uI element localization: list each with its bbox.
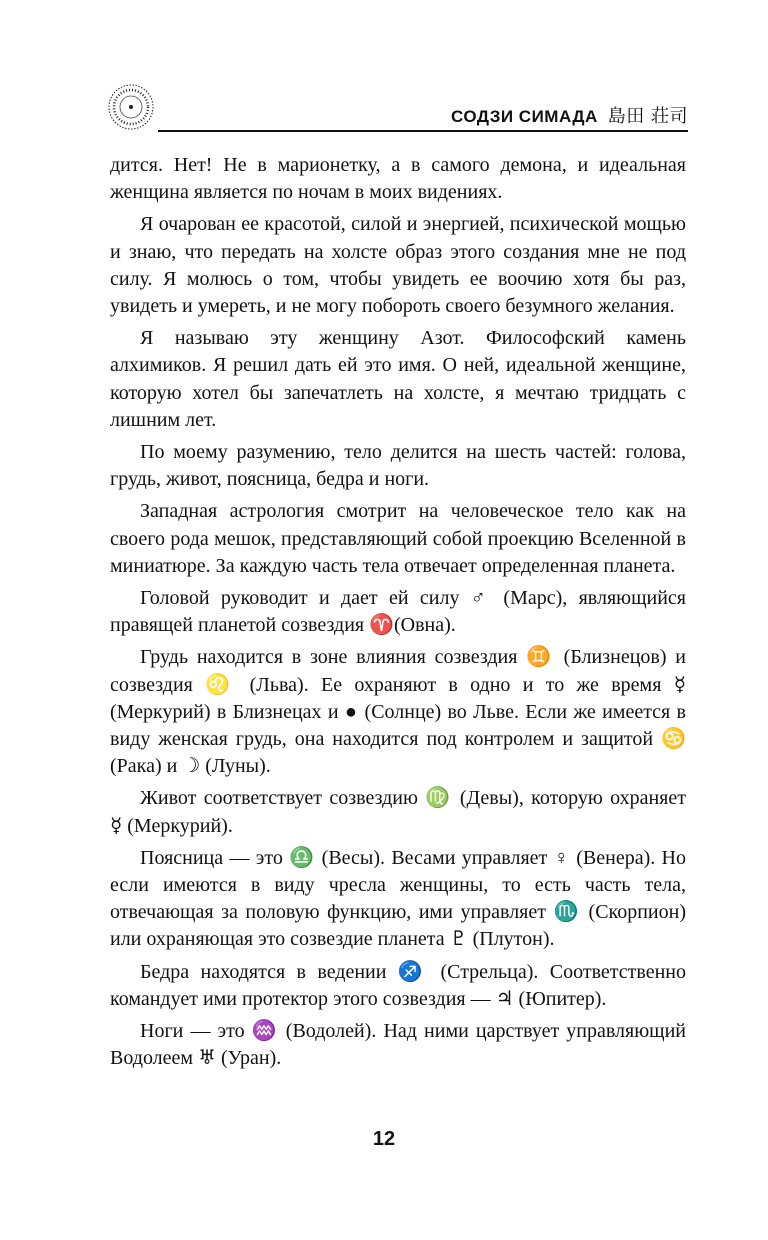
header-rule	[158, 130, 688, 132]
body-text	[110, 152, 686, 1078]
author-running-head	[451, 102, 688, 128]
paragraph: Я называю эту женщину Азот. Философский камень алхимиков. Я решил дать ей это имя. О ней, идеальной женщине, которую хотел бы запечатлеть на холсте, я мечтаю тридцать с лишним лет.	[110, 327, 686, 431]
paragraph: Ноги — это ♒ (Водолей). Над ними царствует управляющий Водолеем ♅ (Уран).	[110, 1020, 686, 1070]
paragraph: Поясница — это ♎ (Весы). Весами управляет ♀ (Венера). Но если имеются в виду чресла женщины, то есть часть тела, отвечающая за половую функцию, ими управляет ♏ (Скорпион) или охраняющая это созвездие планета ♇ (Плутон).	[110, 846, 686, 951]
paragraph: Головой руководит и дает ей силу ♂ (Марс), являющийся правящей планетой созвездия ♈(Овна).	[110, 587, 686, 637]
emblem-icon	[106, 82, 156, 132]
page-number: 12	[372, 1128, 396, 1150]
paragraph: Живот соответствует созвездию ♍ (Девы), которую охраняет ☿ (Меркурий).	[110, 787, 686, 837]
paragraph: Западная астрология смотрит на человеческое тело как на своего рода мешок, представляющий собой проекцию Вселенной в миниатюре. За каждую часть тела отвечает определенная планета.	[110, 500, 686, 577]
running-header	[100, 78, 688, 136]
paragraph: Я очарован ее красотой, силой и энергией, психической мощью и знаю, что передать на холсте образ этого создания мне не под силу. Я молюсь о том, чтобы увидеть ее воочию хотя бы раз, увидеть и умереть, и не могу побороть своего безумного желания.	[110, 213, 686, 318]
paragraph: дится. Нет! Не в марионетку, а в самого демона, и идеальная женщина является по ночам в моих видениях.	[110, 154, 686, 204]
paragraph: Грудь находится в зоне влияния созвездия ♊ (Близнецов) и созвездия ♌ (Льва). Ее охраняют в одно и то же время ☿ (Меркурий) в Близнецах и ● (Солнце) во Льве. Если же имеется в виду женская грудь, она находится под контролем и защитой ♋ (Рака) и ☽ (Луны).	[110, 646, 686, 778]
paragraph: Бедра находятся в ведении ♐ (Стрельца). Соответственно командует ими протектор этого созвездия — ♃ (Юпитер).	[110, 960, 686, 1010]
author-name-japanese: 島田 荘司	[607, 106, 688, 127]
paragraph: По моему разумению, тело делится на шесть частей: голова, грудь, живот, поясница, бедра и ноги.	[110, 441, 686, 491]
author-name: СОДЗИ СИМАДА	[451, 107, 598, 126]
